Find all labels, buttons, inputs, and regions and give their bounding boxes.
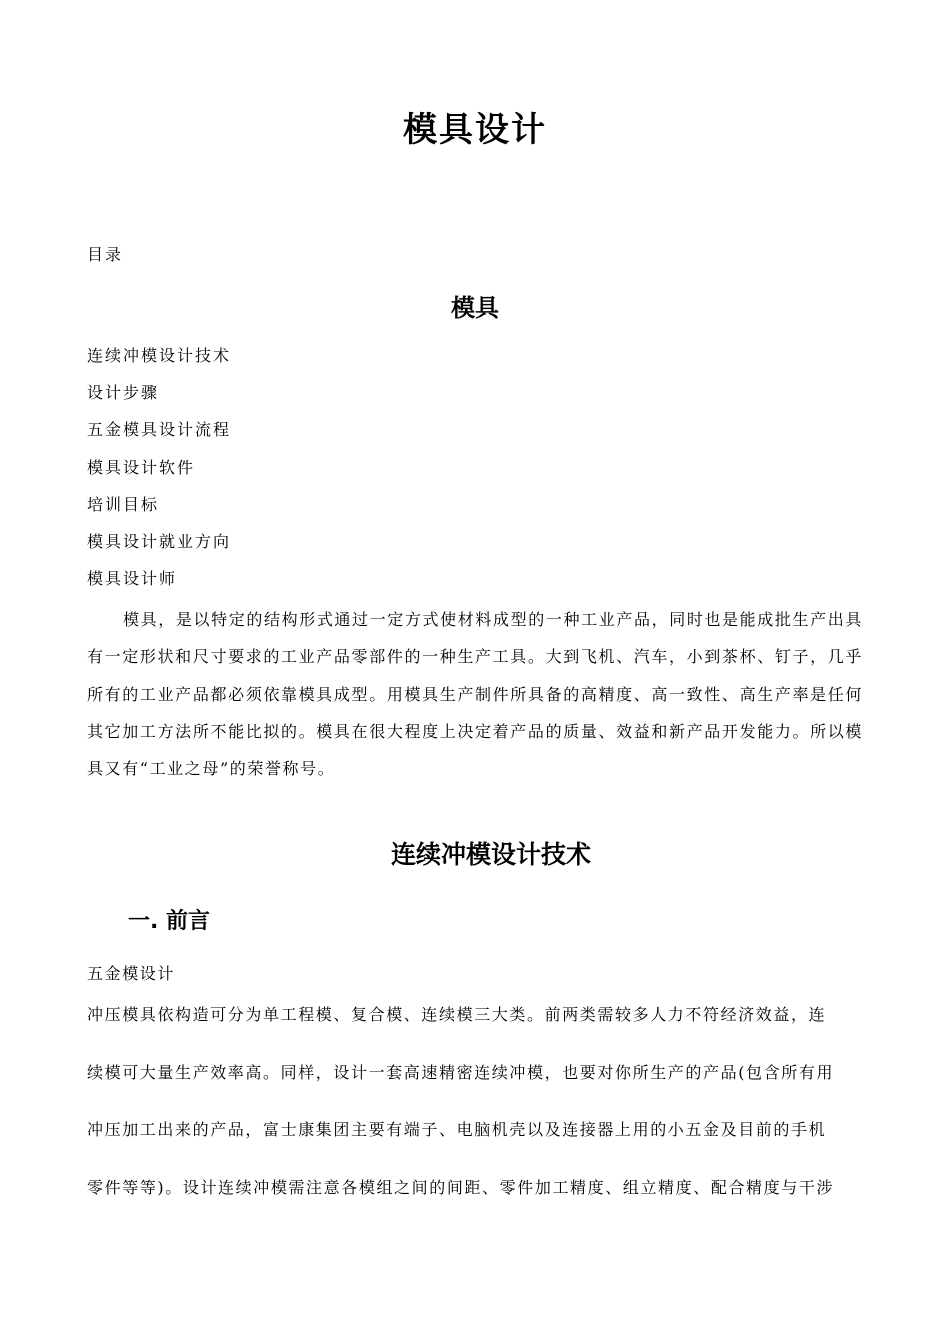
body-paragraph <box>87 995 863 1226</box>
document-title: 模具设计 <box>403 110 547 150</box>
toc-item[interactable]: 设计步骤 <box>87 383 160 403</box>
body-line: 续模可大量生产效率高。同样，设计一套高速精密连续冲模，也要对你所生产的产品(包含所有用 <box>87 1062 835 1082</box>
body-line: 零件等等)。设计连续冲模需注意各模组之间的间距、零件加工精度、组立精度、配合精度与干涉 <box>87 1178 835 1198</box>
intro-paragraph: 模具，是以特定的结构形式通过一定方式使材料成型的一种工业产品，同时也是能成批生产出具有一定形状和尺寸要求的工业产品零部件的一种生产工具。大到飞机、汽车，小到茶杯、钉子，几乎所有的工业产品都必须依靠模具成型。用模具生产制件所具备的高精度、高一致性、高生产率是任何其它加工方法所不能比拟的。模具在很大程度上决定着产品的质量、效益和新产品开发能力。所以模具又有“工业之母”的荣誉称号。 <box>87 610 863 779</box>
body-line: 冲压加工出来的产品，富士康集团主要有端子、电脑机壳以及连接器上用的小五金及目前的手机 <box>87 1120 827 1140</box>
body-line: 冲压模具依构造可分为单工程模、复合模、连续模三大类。前两类需较多人力不符经济效益，连 <box>87 1005 827 1024</box>
toc-item[interactable]: 模具设计师 <box>87 569 178 589</box>
toc-item[interactable]: 连续冲模设计技术 <box>87 346 232 365</box>
toc-item[interactable]: 模具设计软件 <box>87 457 196 477</box>
table-of-contents <box>87 346 231 606</box>
toc-item[interactable]: 模具设计就业方向 <box>87 531 232 551</box>
subsection-heading: 一. 前言 <box>128 909 211 934</box>
chapter-heading: 连续冲模设计技术 <box>390 840 591 869</box>
sub-label: 五金模设计 <box>87 964 176 983</box>
toc-item[interactable]: 培训目标 <box>87 494 160 514</box>
toc-item[interactable]: 五金模具设计流程 <box>87 420 232 440</box>
section-heading: 模具 <box>451 294 499 322</box>
toc-label: 目录 <box>87 245 124 264</box>
